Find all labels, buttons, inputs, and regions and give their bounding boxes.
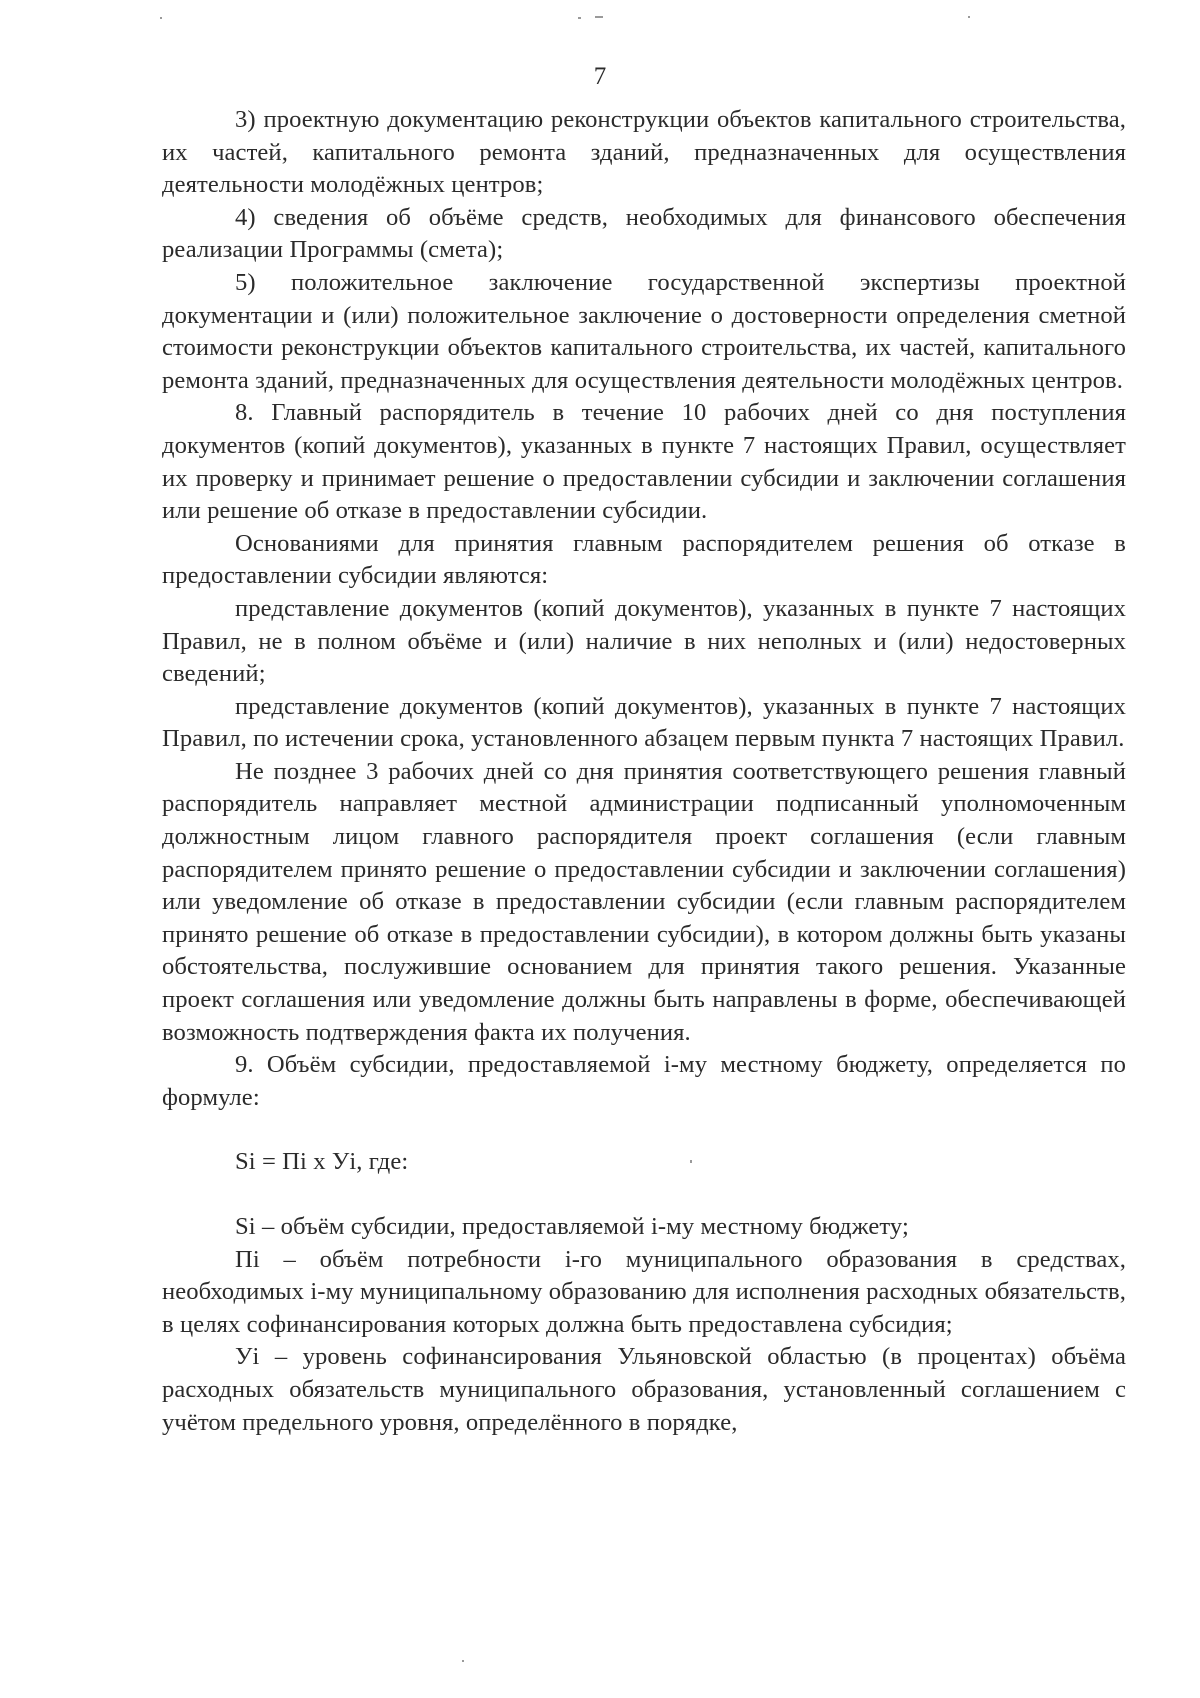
- paragraph-notification: Не позднее 3 рабочих дней со дня принятия соответствующего решения главный распорядитель направляет местной администрации подписанный уполномоченным должностным лицом главного распорядителя проект соглашения (если главным распорядителем принято решение о предоставлении субсидии и заключении соглашения) или уведомление об отказе в предоставлении субсидии (если главным распорядителем принято решение об отказе в предоставлении субсидии), в котором должны быть указаны обстоятельства, послужившие основанием для принятия такого решения. Указанные проект соглашения или уведомление должны быть направлены в форме, обеспечивающей возможность подтверждения факта их получения.: [162, 757, 1126, 1046]
- definition-pi: Пi – объём потребности i-го муниципального образования в средствах, необходимых i-му муниципальному образованию для исполнения расходных обязательств, в целях софинансирования которых должна быть предоставлена субсидия;: [162, 1245, 1126, 1338]
- paragraph-clause-9: 9. Объём субсидии, предоставляемой i-му местному бюджету, определяется по формуле:: [162, 1051, 1126, 1111]
- paragraph-clause-8: 8. Главный распорядитель в течение 10 рабочих дней со дня поступления документов (копий документов), указанных в пункте 7 настоящих Правил, осуществляет их проверку и принимает решение о предоставлении субсидии и заключении соглашения или решение об отказе в предоставлении субсидии.: [162, 399, 1126, 525]
- paragraph-item-3: 3) проектную документацию реконструкции объектов капитального строительства, их частей, капитального ремонта зданий, предназначенных для осуществления деятельности молодёжных центров;: [162, 106, 1126, 199]
- paragraph-ground-deadline: представление документов (копий документов), указанных в пункте 7 настоящих Правил, по истечении срока, установленного абзацем первым пункта 7 настоящих Правил.: [162, 692, 1126, 753]
- document-body: [162, 104, 1126, 1439]
- definition-si: Si – объём субсидии, предоставляемой i-му местному бюджету;: [235, 1213, 909, 1240]
- paragraph-item-4: 4) сведения об объёме средств, необходимых для финансового обеспечения реализации Программы (смета);: [162, 203, 1126, 264]
- paragraph-ground-incomplete: представление документов (копий документов), указанных в пункте 7 настоящих Правил, не в полном объёме и (или) наличие в них неполных и (или) недостоверных сведений;: [162, 594, 1126, 688]
- subsidy-formula: Si = Пi x Уi, где:: [235, 1148, 409, 1176]
- paragraph-item-5: 5) положительное заключение государственной экспертизы проектной документации и (или) положительное заключение о достоверности определения сметной стоимости реконструкции объектов капитального строительства, их частей, капитального ремонта зданий, предназначенных для осуществления деятельности молодёжных центров.: [162, 268, 1126, 394]
- definition-ui: Уi – уровень софинансирования Ульяновской областью (в процентах) объёма расходных обязательств муниципального образования, установленный соглашением с учётом предельного уровня, определённого в порядке,: [162, 1343, 1126, 1436]
- paragraph-refusal-grounds: Основаниями для принятия главным распорядителем решения об отказе в предоставлении субсидии являются:: [162, 529, 1126, 590]
- page-number: 7: [593, 63, 607, 90]
